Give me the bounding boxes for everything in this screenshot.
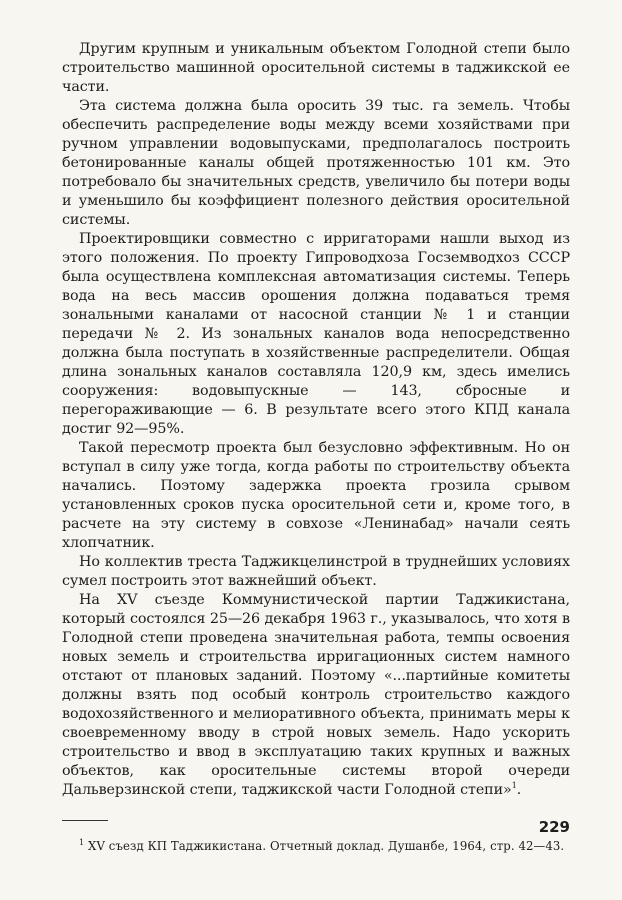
paragraph-6: На XV съезде Коммунистической партии Таджикистана, который состоялся 25—26 декабря 1963 г., указывалось, что хотя в Голодной степи проведена значительная работа, темпы освоения новых земель и строительства ирригационных систем намного отстают от плановых заданий. Поэтому «...партийные комитеты должны взять под особый контроль строительство каждого водохозяйственного и мелиоративного объекта, принимать меры к своевременному вводу в строй новых земель. Надо ускорить строительство и ввод в эксплуатацию таких крупных и важных объектов, как оросительные системы второй очереди Дальверзинской степи, таджикской части Голодной степи»$^1$. — [62, 592, 570, 798]
footnote-reference: 1 — [511, 781, 517, 791]
paragraph-6-text: На XV съезде Коммунистической партии Таджикистана, который состоялся 25—26 декабря 1963 г., указывалось, что хотя в Голодной степи проведена значительная работа, темпы освоения новых земель и строительства ирригационных систем намного отстают от плановых заданий. Поэтому «...партийные комитеты должны взять под особый контроль строительство каждого водохозяйственного и мелиоративного объекта, принимать меры к своевременному вводу в строй новых земель. Надо ускорить строительство и ввод в эксплуатацию таких крупных и важных объектов, как оросительные системы второй очереди Дальверзинской степи, таджикской части Голодной степи» — [62, 592, 570, 798]
footnote-marker: 1 — [79, 838, 85, 848]
page-body — [62, 40, 570, 856]
paragraph-2: Эта система должна была оросить 39 тыс. га земель. Чтобы обеспечить распределение воды между всеми хозяйствами при ручном управлении водовыпусками, предполагалось построить бетонированные каналы общей протяженностью 101 км. Это потребовало бы значительных средств, увеличило бы потери воды и уменьшило бы коэффициент полезного действия оросительной системы. — [62, 98, 570, 228]
paragraph-5: Но коллектив треста Таджикцелинстрой в труднейших условиях сумел построить этот важнейший объект. — [62, 554, 570, 589]
footnote-separator — [62, 820, 108, 821]
paragraph-3: Проектировщики совместно с ирригаторами нашли выход из этого положения. По проекту Гипроводхоза Госземводхоз СССР была осуществлена комплексная автоматизация системы. Теперь вода на весь массив орошения должна подаваться тремя зональными каналами от насосной станции № 1 и станции передачи № 2. Из зональных каналов вода непосредственно должна была поступать в хозяйственные распределители. Общая длина зональных каналов составляла 120,9 км, здесь имелись сооружения: водовыпускные — 143, сбросные и перегораживающие — 6. В результате всего этого КПД канала достиг 92—95%. — [62, 231, 570, 437]
paragraph-1: Другим крупным и уникальным объектом Голодной степи было строительство машинной оросительной системы в таджикской ее части. — [62, 41, 570, 95]
paragraph-4: Такой пересмотр проекта был безусловно эффективным. Но он вступал в силу уже тогда, когда работы по строительству объекта начались. Поэтому задержка проекта грозила срывом установленных сроков пуска оросительной сети и, кроме того, в расчете на эту систему в совхозе «Ленинабад» начали сеять хлопчатник. — [62, 440, 570, 551]
footnote-text: XV съезд КП Таджикистана. Отчетный доклад. Душанбе, 1964, стр. 42—43. — [84, 839, 565, 853]
footnote — [62, 837, 570, 856]
page-number: 229 — [538, 818, 570, 836]
